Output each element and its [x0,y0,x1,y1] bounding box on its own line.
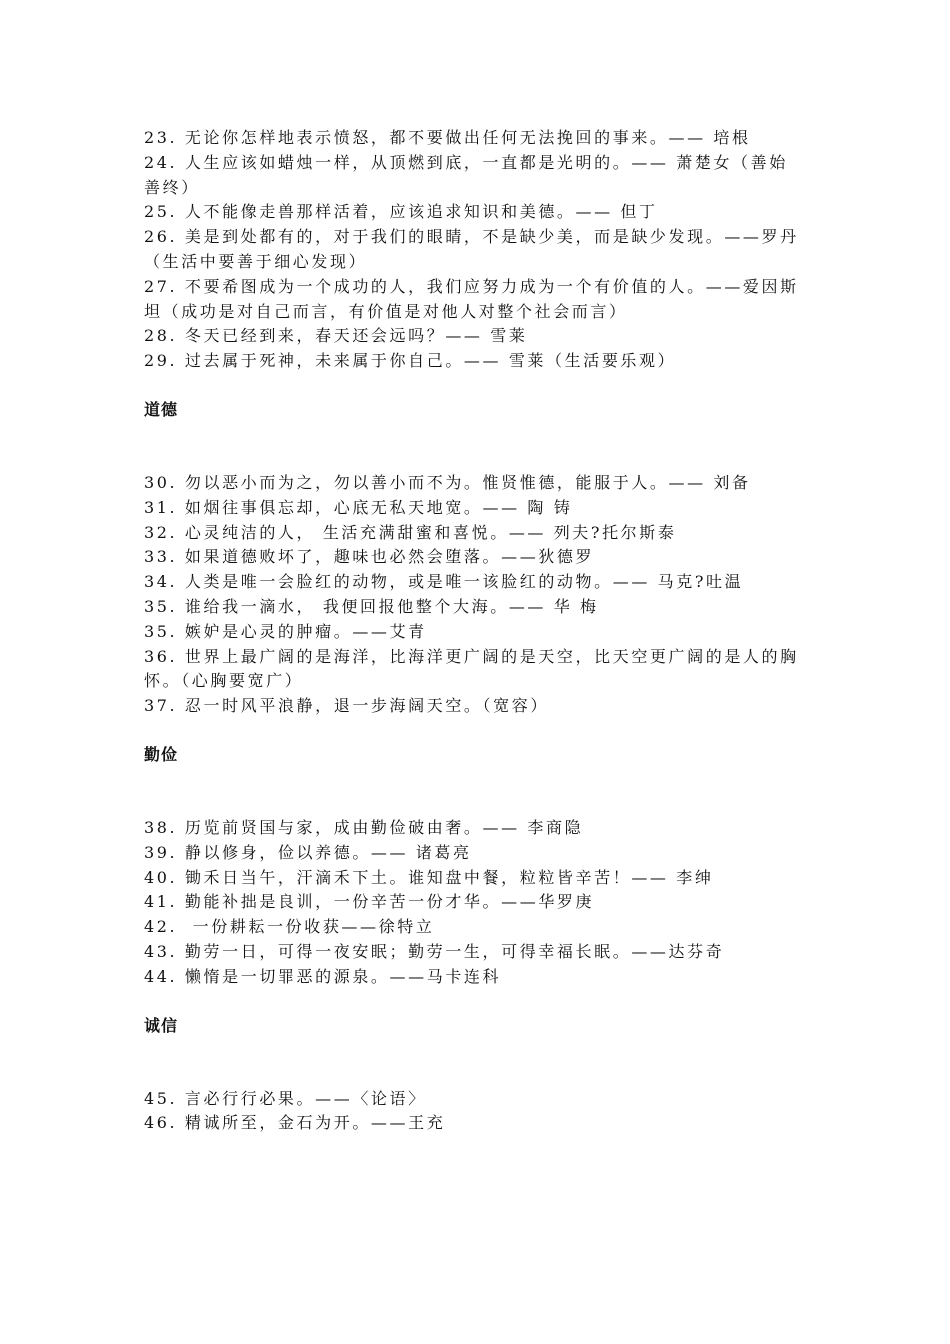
quote-line: 34. 人类是唯一会脸红的动物，或是唯一该脸红的动物。—— 马克?吐温 [144,572,744,592]
quote-line: 43. 勤劳一日，可得一夜安眠；勤劳一生，可得幸福长眠。——达芬奇 [144,941,725,961]
quote-line: 36. 世界上最广阔的是海洋，比海洋更广阔的是天空，比天空更广阔的是人的胸怀。（心胸要宽广） [144,646,799,691]
spacer [144,422,806,471]
spacer [144,990,806,1014]
quote-line: 40. 锄禾日当午，汗滴禾下土。谁知盘中餐，粒粒皆辛苦！—— 李绅 [144,867,714,887]
quote-line: 35. 谁给我一滴水， 我便回报他整个大海。—— 华 梅 [144,596,599,616]
quote-line: 24. 人生应该如蜡烛一样，从顶燃到底，一直都是光明的。—— 萧楚女（善始善终） [144,152,788,197]
quote-line: 46. 精诚所至，金石为开。——王充 [144,1113,446,1133]
quote-line: 44. 懒惰是一切罪恶的源泉。——马卡连科 [144,966,502,986]
quote-line: 29. 过去属于死神，未来属于你自己。—— 雪莱（生活要乐观） [144,351,677,371]
quote-line: 35. 嫉妒是心灵的肿瘤。——艾青 [144,621,427,641]
quote-line: 37. 忍一时风平浪静，退一步海阔天空。（宽容） [144,696,549,716]
spacer [144,767,806,816]
spacer [144,1038,806,1087]
quote-line: 31. 如烟往事俱忘却，心底无私天地宽。—— 陶 铸 [144,497,573,517]
quote-line: 23. 无论你怎样地表示愤怒，都不要做出任何无法挽回的事来。—— 培根 [144,128,751,147]
section-heading: 道德 [144,399,179,419]
section-heading: 诚信 [144,1015,179,1035]
section-heading: 勤俭 [144,744,179,764]
quote-line: 26. 美是到处都有的，对于我们的眼睛，不是缺少美，而是缺少发现。——罗丹（生活中要善于细心发现） [144,227,799,271]
quote-line: 25. 人不能像走兽那样活着，应该追求知识和美德。—— 但丁 [144,202,658,222]
spacer [144,374,806,398]
quote-line: 45. 言必行行必果。——〈论语〉 [144,1088,427,1108]
quote-line: 41. 勤能补拙是良训，一份辛苦一份才华。——华罗庚 [144,892,595,912]
document-body [144,126,806,1136]
quote-line: 30. 勿以恶小而为之，勿以善小而不为。惟贤惟德，能服于人。—— 刘备 [144,472,751,492]
quote-line: 32. 心灵纯洁的人， 生活充满甜蜜和喜悦。—— 列夫?托尔斯泰 [144,522,677,542]
quote-line: 27. 不要希图成为一个成功的人，我们应努力成为一个有价值的人。——爱因斯坦（成功是对自己而言，有价值是对他人对整个社会而言） [144,276,799,321]
quote-line: 42. 一份耕耘一份收获——徐特立 [144,917,435,937]
quote-line: 38. 历览前贤国与家，成由勤俭破由奢。—— 李商隐 [144,817,584,837]
quote-line: 33. 如果道德败坏了，趣味也必然会堕落。——狄德罗 [144,547,595,567]
spacer [144,719,806,743]
quote-line: 39. 静以修身，俭以养德。—— 诸葛亮 [144,842,472,862]
quote-line: 28. 冬天已经到来，春天还会远吗？—— 雪莱 [144,326,528,346]
